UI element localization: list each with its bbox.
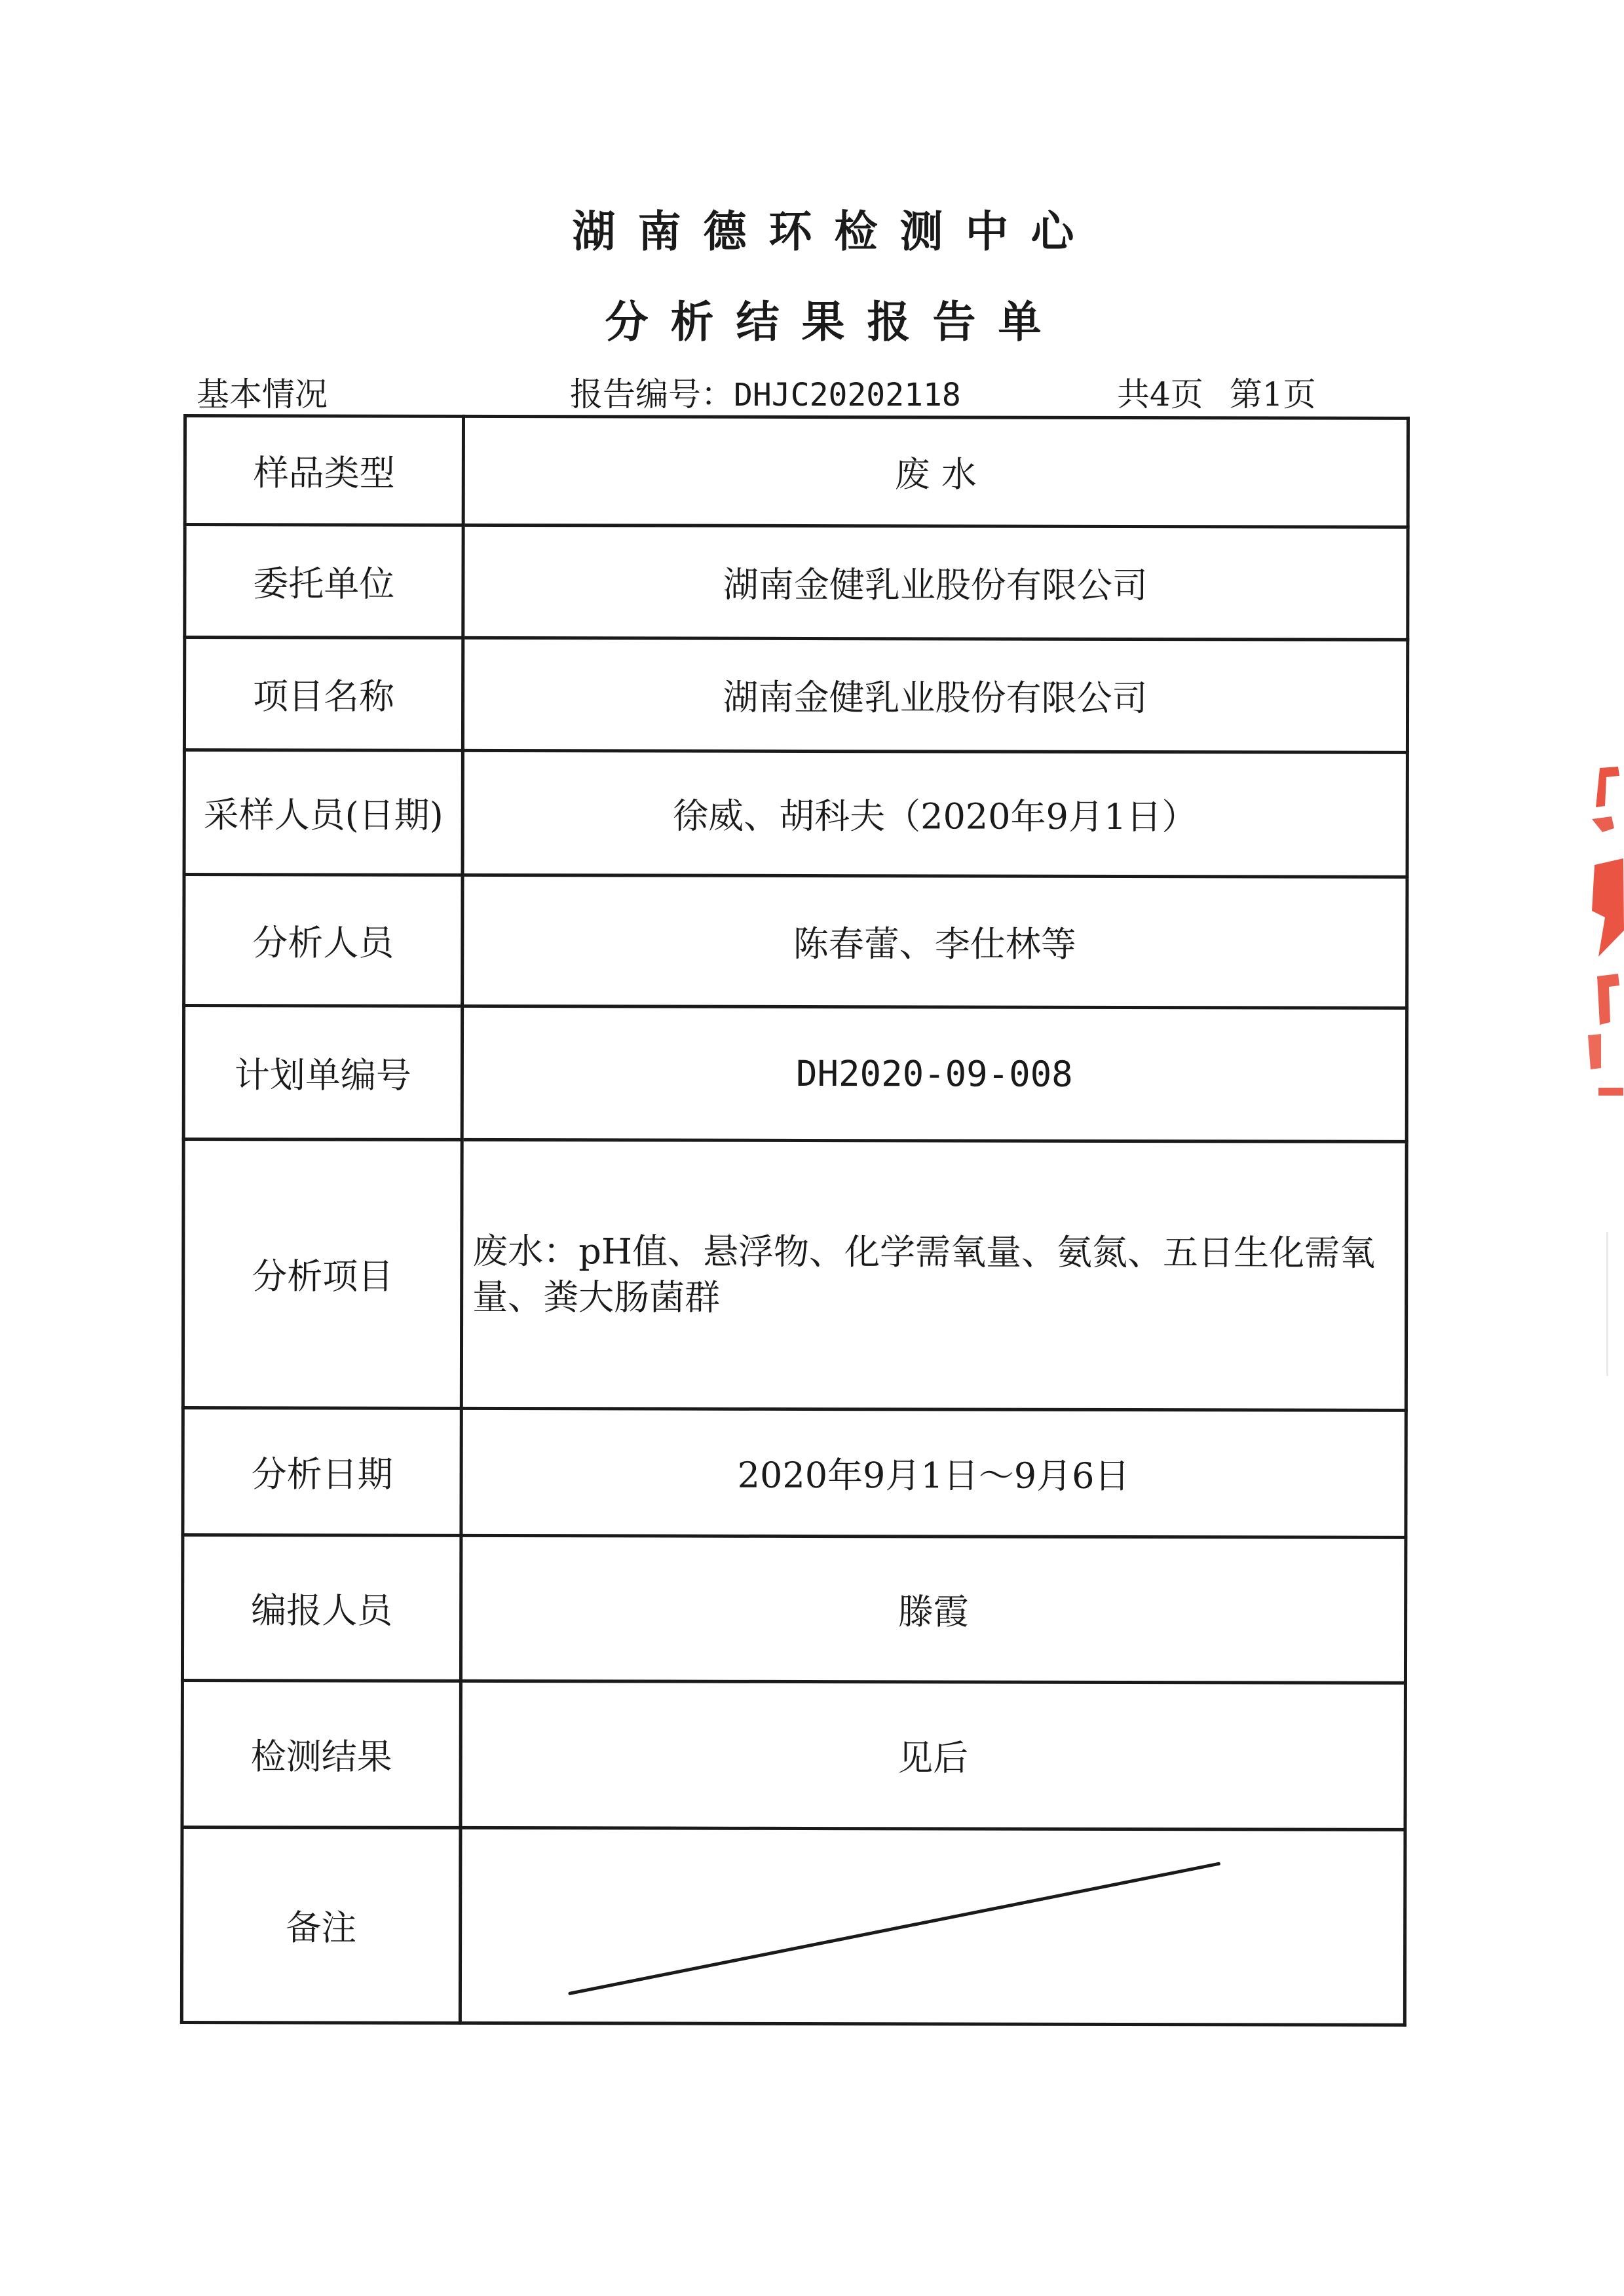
row-value: 废 水 [463,416,1408,527]
table-row [185,525,1408,640]
page-info [1117,368,1316,415]
row-value: DH2020-09-008 [462,1006,1407,1141]
row-value: 废水：pH值、悬浮物、化学需氧量、氨氮、五日生化需氧量、粪大肠菌群 [461,1139,1407,1410]
remark-cell [460,1827,1405,2025]
row-value: 湖南金健乳业股份有限公司 [463,638,1407,752]
row-value: 2020年9月1日～9月6日 [461,1408,1406,1537]
row-label: 样品类型 [185,416,463,526]
table-row [184,638,1407,753]
row-label: 分析日期 [183,1408,461,1536]
table-row [185,416,1408,527]
table-row [183,1408,1406,1538]
row-label: 项目名称 [184,638,463,751]
row-value: 见后 [461,1681,1405,1829]
row-value: 滕霞 [461,1535,1405,1683]
row-value: 徐威、胡科夫（2020年9月1日） [463,750,1407,877]
row-label: 采样人员(日期) [184,750,463,875]
row-label: 编报人员 [182,1535,461,1681]
row-label: 检测结果 [182,1681,461,1828]
total-pages: 共4页 [1117,375,1203,413]
table-row [182,1535,1405,1683]
table-row [184,750,1407,877]
row-label: 计划单编号 [183,1006,462,1140]
table-row [181,1827,1405,2025]
report-title: 分析结果报告单 [605,297,1064,347]
table-row [184,875,1407,1008]
table-row [183,1139,1407,1411]
row-value: 湖南金健乳业股份有限公司 [463,525,1408,640]
report-number-value: DHJC20202118 [734,377,961,413]
row-label: 委托单位 [185,525,463,638]
basic-info-label: 基本情况 [197,375,328,413]
remark-strike-line [462,1829,1429,2027]
report-table [180,414,1410,2027]
seal-fragment-icon [1572,760,1624,1101]
row-label: 备注 [181,1827,461,2023]
table-row [183,1006,1407,1142]
row-value: 陈春蕾、李仕林等 [463,875,1407,1008]
row-label: 分析人员 [184,875,463,1006]
scan-edge-line [1606,1232,1608,1376]
center-name: 湖南德环检测中心 [572,206,1097,257]
report-number-label: 报告编号： [570,375,734,413]
page-number: 第1页 [1229,375,1316,413]
table-row [182,1681,1405,1830]
row-label: 分析项目 [183,1139,462,1409]
report-number [570,368,961,415]
